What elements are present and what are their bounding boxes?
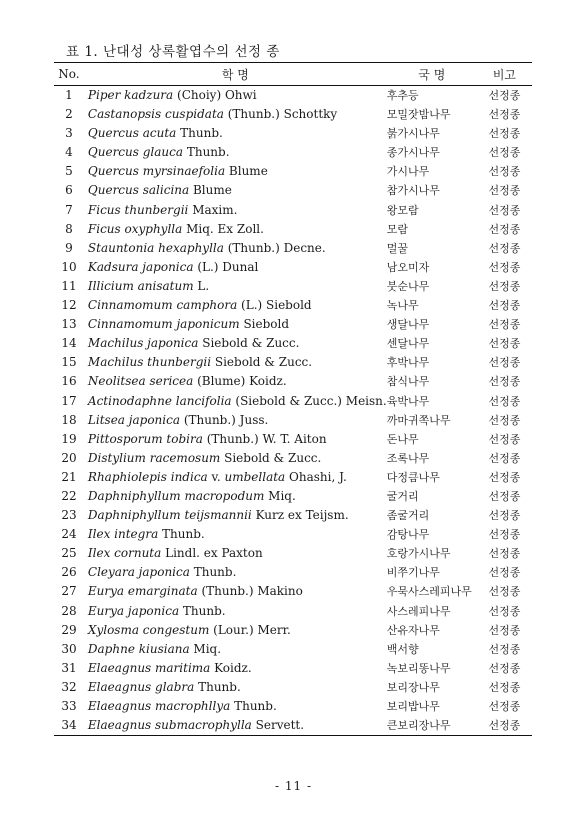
korean-name: 비쭈기나무	[386, 566, 440, 580]
author-citation: (Thunb.) Juss.	[180, 412, 269, 427]
row-number: 13	[61, 317, 77, 332]
scientific-name	[84, 621, 387, 640]
scientific-name	[84, 220, 387, 239]
table-row	[54, 716, 532, 736]
note: 선정종	[488, 642, 521, 656]
table-row	[54, 201, 532, 220]
table-row	[54, 334, 532, 353]
scientific-name	[84, 372, 387, 391]
scientific-name	[84, 201, 387, 220]
row-number: 16	[61, 374, 77, 389]
korean-name: 굴거리	[386, 489, 419, 503]
table-row	[54, 411, 532, 430]
binomial-name: Cinnamomum camphora	[87, 298, 238, 313]
author-citation: Maxim.	[188, 202, 238, 217]
table-row	[54, 315, 532, 334]
table-row	[54, 449, 532, 468]
species-table	[54, 62, 532, 736]
note: 선정종	[488, 203, 521, 217]
row-number: 22	[61, 488, 77, 503]
author-citation: Blume	[225, 164, 268, 179]
binomial-name: Pittosporum tobira	[87, 431, 203, 446]
note: 선정종	[488, 241, 521, 255]
author-citation: Siebold & Zucc.	[198, 336, 300, 351]
korean-name: 생달나무	[386, 318, 430, 332]
infraspecific-author: Ohashi, J.	[285, 469, 347, 484]
author-citation: v.	[207, 469, 225, 484]
scientific-name	[84, 334, 387, 353]
author-citation: (L.) Siebold	[237, 298, 312, 313]
table-caption: 표 1. 난대성 상록활엽수의 선정 종	[66, 44, 280, 60]
scientific-name	[84, 277, 387, 296]
note: 선정종	[488, 299, 521, 313]
note: 선정종	[488, 700, 521, 713]
binomial-name: Daphniphyllum macropodum	[87, 488, 265, 503]
table-row	[54, 372, 532, 391]
row-number: 30	[61, 641, 77, 656]
row-number: 12	[61, 298, 77, 313]
row-number: 15	[61, 355, 77, 370]
scientific-name	[84, 659, 387, 678]
korean-name: 남오미자	[386, 260, 430, 274]
note: 선정종	[488, 623, 521, 637]
table-row	[54, 487, 532, 506]
table-row	[54, 86, 532, 106]
author-citation: (L.) Dunal	[193, 259, 259, 274]
table-row	[54, 640, 532, 659]
korean-name: 모밀잣밤나무	[386, 108, 451, 122]
note: 선정종	[488, 108, 521, 122]
author-citation: Thunb.	[176, 126, 223, 141]
table-row	[54, 220, 532, 239]
table-header-row	[54, 63, 532, 86]
binomial-name: Elaeagnus glabra	[87, 679, 195, 694]
table-row	[54, 162, 532, 181]
table-row	[54, 143, 532, 162]
table-row	[54, 582, 532, 601]
scientific-name	[84, 602, 387, 621]
row-number: 34	[54, 716, 84, 736]
row-number: 24	[61, 527, 77, 542]
row-number: 14	[61, 336, 77, 351]
note: 선정종	[488, 528, 521, 542]
table-row	[54, 678, 532, 697]
binomial-name: Elaeagnus macrophllya	[87, 699, 231, 713]
author-citation: L.	[193, 278, 210, 293]
note: 선정종	[477, 716, 532, 736]
author-citation: Thunb.	[230, 699, 277, 713]
scientific-name	[84, 124, 387, 143]
korean-name: 후추등	[386, 89, 419, 102]
note: 선정종	[488, 337, 521, 351]
binomial-name: Stauntonia hexaphylla	[87, 240, 224, 255]
binomial-name: Illicium anisatum	[87, 278, 194, 293]
scientific-name	[84, 468, 387, 487]
author-citation: Siebold	[239, 317, 290, 332]
row-number: 11	[61, 278, 77, 293]
binomial-name: Ficus thunbergii	[87, 202, 189, 217]
note: 선정종	[488, 89, 521, 102]
table-row	[54, 277, 532, 296]
korean-name: 좀굴거리	[386, 509, 430, 523]
row-number: 4	[65, 145, 73, 160]
binomial-name: Quercus myrsinaefolia	[87, 164, 226, 179]
author-citation: Thunb.	[158, 527, 205, 542]
row-number: 18	[61, 412, 77, 427]
binomial-name: Eurya emarginata	[87, 584, 198, 599]
row-number: 19	[61, 431, 77, 446]
scientific-name	[84, 678, 387, 697]
author-citation: Servett.	[251, 718, 305, 733]
scientific-name	[84, 181, 387, 200]
korean-name: 녹보리똥나무	[386, 661, 451, 675]
author-citation: Thunb.	[194, 679, 241, 694]
korean-name: 왕모람	[386, 203, 419, 217]
row-number: 33	[61, 699, 77, 713]
korean-name: 멀꿀	[386, 241, 408, 255]
scientific-name	[84, 296, 387, 315]
author-citation: Miq.	[189, 641, 222, 656]
author-citation: Thunb.	[179, 603, 226, 618]
binomial-name: Piper kadzura	[87, 88, 174, 102]
table-body	[54, 86, 532, 736]
author-citation: Kurz ex Teijsm.	[251, 508, 349, 523]
note: 선정종	[488, 661, 521, 675]
scientific-name	[84, 525, 387, 544]
korean-name: 참가시나무	[386, 184, 440, 198]
row-number: 31	[61, 660, 77, 675]
korean-name: 붓순나무	[386, 279, 430, 293]
binomial-name: Distylium racemosum	[87, 450, 221, 465]
scientific-name	[84, 449, 387, 468]
note: 선정종	[488, 375, 521, 389]
table-row	[54, 468, 532, 487]
table-row	[54, 430, 532, 449]
scientific-name	[84, 716, 387, 736]
binomial-name: Ilex integra	[87, 527, 159, 542]
table-row	[54, 563, 532, 582]
author-citation: Miq. Ex Zoll.	[182, 221, 264, 236]
author-citation: (Lour.) Merr.	[209, 622, 291, 637]
row-number: 9	[65, 240, 73, 255]
author-citation: (Thunb.) W. T. Aiton	[202, 431, 327, 446]
table-row	[54, 544, 532, 563]
korean-name: 육박나무	[386, 394, 430, 408]
note: 선정종	[488, 222, 521, 236]
binomial-name: Eurya japonica	[87, 603, 180, 618]
table-row	[54, 525, 532, 544]
note: 선정종	[488, 413, 521, 427]
korean-name: 녹나무	[386, 299, 419, 313]
header-no: No.	[54, 63, 84, 86]
author-citation: (Thunb.) Decne.	[223, 240, 326, 255]
binomial-name: Xylosma congestum	[87, 622, 210, 637]
table-row	[54, 506, 532, 525]
scientific-name	[84, 143, 387, 162]
binomial-name: Cinnamomum japonicum	[87, 317, 240, 332]
note: 선정종	[488, 509, 521, 523]
binomial-name: Litsea japonica	[87, 412, 180, 427]
author-citation: (Blume) Koidz.	[193, 374, 287, 389]
korean-name: 후박나무	[386, 356, 430, 370]
author-citation: Lindl. ex Paxton	[161, 546, 263, 561]
note: 선정종	[488, 566, 521, 580]
header-korean-name: 국 명	[387, 63, 477, 86]
korean-name: 가시나무	[386, 165, 430, 179]
author-citation: (Thunb.) Schottky	[223, 107, 338, 122]
row-number: 27	[61, 584, 77, 599]
note: 선정종	[488, 318, 521, 332]
row-number: 26	[61, 565, 77, 580]
note: 선정종	[488, 585, 521, 599]
author-citation: Blume	[189, 183, 232, 198]
table-row	[54, 258, 532, 277]
page-number: - 11 -	[274, 779, 312, 793]
binomial-name: Machilus thunbergii	[87, 355, 212, 370]
binomial-name: Castanopsis cuspidata	[87, 107, 224, 122]
binomial-name: Quercus salicina	[87, 183, 190, 198]
infraspecific-name: umbellata	[224, 469, 286, 484]
table-row	[54, 659, 532, 678]
binomial-name: Rhaphiolepis indica	[87, 469, 208, 484]
binomial-name: Ficus oxyphylla	[87, 221, 183, 236]
row-number: 6	[65, 183, 73, 198]
korean-name: 감탕나무	[386, 528, 430, 542]
table-row	[54, 353, 532, 372]
table-row	[54, 296, 532, 315]
scientific-name	[84, 487, 387, 506]
korean-name: 참식나무	[386, 375, 430, 389]
note: 선정종	[488, 680, 521, 694]
binomial-name: Quercus acuta	[87, 126, 177, 141]
note: 선정종	[488, 260, 521, 274]
author-citation: Thunb.	[189, 565, 237, 580]
note: 선정종	[488, 184, 521, 198]
korean-name: 산유자나무	[386, 623, 440, 637]
row-number: 5	[65, 164, 73, 179]
scientific-name	[84, 582, 387, 601]
korean-name: 보리장나무	[386, 680, 440, 694]
row-number: 28	[61, 603, 77, 618]
korean-name: 다정큼나무	[386, 470, 440, 484]
scientific-name	[84, 506, 387, 525]
table-row	[54, 124, 532, 143]
author-citation: Miq.	[264, 488, 296, 503]
scientific-name	[84, 239, 387, 258]
korean-name: 붉가시나무	[386, 127, 440, 141]
note: 선정종	[488, 146, 521, 160]
note: 선정종	[488, 604, 521, 618]
korean-name: 사스레피나무	[386, 604, 451, 618]
binomial-name: Neolitsea sericea	[87, 374, 194, 389]
korean-name: 까마귀쪽나무	[386, 413, 451, 427]
korean-name: 보리밥나무	[386, 700, 440, 713]
note: 선정종	[488, 356, 521, 370]
korean-name: 호랑가시나무	[386, 547, 451, 561]
scientific-name	[84, 697, 387, 716]
scientific-name	[84, 258, 387, 277]
table-row	[54, 602, 532, 621]
korean-name: 백서향	[386, 642, 419, 656]
binomial-name: Kadsura japonica	[87, 259, 194, 274]
scientific-name	[84, 563, 387, 582]
korean-name: 모람	[386, 222, 408, 236]
author-citation: Siebold & Zucc.	[220, 450, 322, 465]
binomial-name: Ilex cornuta	[87, 546, 162, 561]
author-citation: Siebold & Zucc.	[211, 355, 313, 370]
scientific-name	[84, 640, 387, 659]
binomial-name: Daphne kiusiana	[87, 641, 190, 656]
scientific-name	[84, 86, 387, 106]
binomial-name: Cleyara japonica	[87, 565, 190, 580]
binomial-name: Actinodaphne lancifolia	[87, 393, 232, 408]
author-citation: Koidz.	[210, 660, 252, 675]
scientific-name	[84, 544, 387, 563]
row-number: 17	[61, 393, 77, 408]
row-number: 3	[65, 126, 73, 141]
korean-name: 종가시나무	[386, 146, 440, 160]
table-row	[54, 239, 532, 258]
table-row	[54, 392, 532, 411]
binomial-name: Elaeagnus submacrophylla	[87, 718, 252, 733]
author-citation: (Siebold & Zucc.) Meisn.	[231, 393, 387, 408]
row-number: 20	[61, 450, 77, 465]
binomial-name: Elaeagnus maritima	[87, 660, 211, 675]
row-number: 1	[65, 88, 73, 102]
binomial-name: Machilus japonica	[87, 336, 199, 351]
scientific-name	[84, 105, 387, 124]
row-number: 10	[61, 259, 77, 274]
note: 선정종	[488, 394, 521, 408]
row-number: 25	[61, 546, 77, 561]
author-citation: (Thunb.) Makino	[197, 584, 303, 599]
scientific-name	[84, 430, 387, 449]
scientific-name	[84, 353, 387, 372]
author-citation: Thunb.	[183, 145, 230, 160]
table-row	[54, 621, 532, 640]
binomial-name: Quercus glauca	[87, 145, 184, 160]
korean-name: 우묵사스레피나무	[386, 585, 472, 599]
table-row	[54, 697, 532, 716]
korean-name: 큰보리장나무	[387, 716, 477, 736]
korean-name: 돈나무	[386, 432, 419, 446]
header-note: 비고	[477, 63, 532, 86]
note: 선정종	[488, 451, 521, 465]
note: 선정종	[488, 470, 521, 484]
note: 선정종	[488, 489, 521, 503]
table-row	[54, 105, 532, 124]
table-row	[54, 181, 532, 200]
note: 선정종	[488, 547, 521, 561]
korean-name: 센달나무	[386, 337, 430, 351]
row-number: 8	[65, 221, 73, 236]
note: 선정종	[488, 127, 521, 141]
korean-name: 조록나무	[386, 451, 430, 465]
row-number: 29	[61, 622, 77, 637]
row-number: 21	[61, 469, 77, 484]
note: 선정종	[488, 165, 521, 179]
note: 선정종	[488, 279, 521, 293]
scientific-name	[84, 411, 387, 430]
row-number: 7	[65, 202, 73, 217]
row-number: 32	[61, 679, 77, 694]
header-scientific-name: 학 명	[84, 63, 387, 86]
scientific-name	[84, 162, 387, 181]
author-citation: (Choiy) Ohwi	[173, 88, 257, 102]
note: 선정종	[488, 432, 521, 446]
row-number: 2	[65, 107, 73, 122]
row-number: 23	[61, 508, 77, 523]
scientific-name	[84, 315, 387, 334]
binomial-name: Daphniphyllum teijsmannii	[87, 508, 252, 523]
scientific-name	[84, 392, 387, 411]
